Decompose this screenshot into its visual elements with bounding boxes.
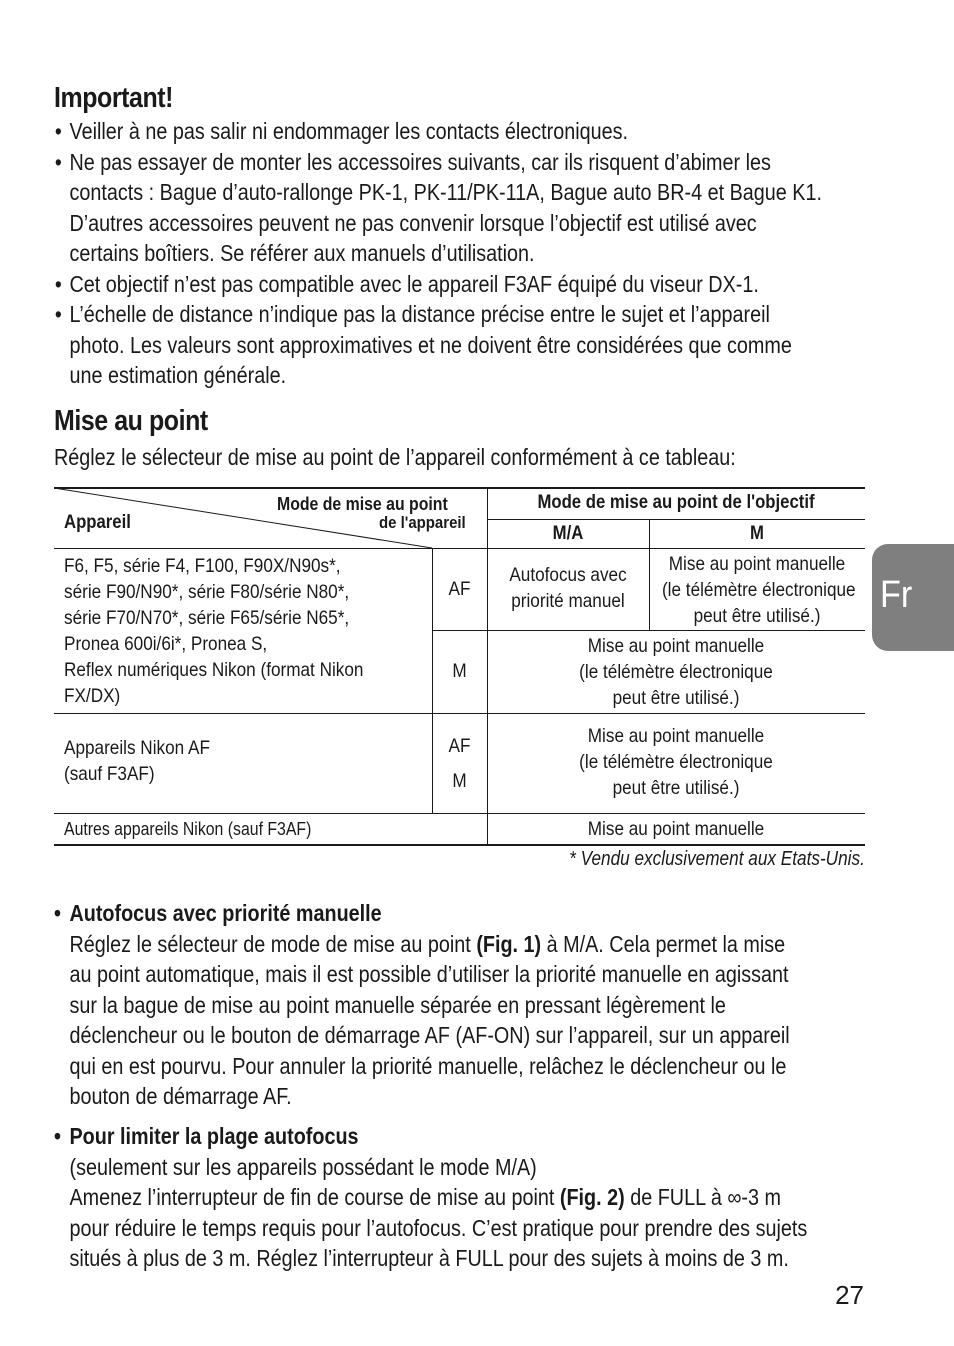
col-m-header: M [750, 523, 764, 544]
row2-mode-af: AF [448, 735, 471, 757]
corner-top-label-2: de l'appareil [379, 513, 466, 532]
important-heading: Important! [54, 82, 174, 114]
lens-mode-header: Mode de mise au point de l'objectif [537, 492, 815, 513]
af-limit-body: (seulement sur les appareils possédant le mode M/A) Amenez l’interrupteur de fin de course de mise au point (Fig. 2) de FULL à ∞-3 m pour réduire le temps requis pour l’autofocus. C’est pratique pour prendre des sujets situés à plus de 3 m. Réglez l’interrupteur à FULL pour des sujets à moins de 3 m. [69, 1153, 808, 1271]
focus-mode-table [54, 487, 865, 845]
focus-intro: Réglez le sélecteur de mise au point de l’appareil conformément à ce tableau: [54, 444, 736, 470]
corner-left-label: Appareil [64, 512, 131, 533]
col-ma-header: M/A [552, 523, 584, 544]
corner-top-label: Mode de mise au point [277, 494, 448, 514]
row1-af-m-value: Mise au point manuelle (le télémètre électronique peut être utilisé.) [661, 553, 856, 627]
language-tab-label: Fr [880, 574, 913, 616]
row1-camera: F6, F5, série F4, F100, F90X/N90s*, série F90/N90*, série F80/série N80*, série F70/N70*, série F65/série N65*, Pronea 600i/6i*, Pronea S, Reflex numériques Nikon (format Nikon FX/DX) [64, 555, 364, 707]
bullet-item: • Veiller à ne pas salir ni endommager les contacts électroniques. [54, 118, 629, 144]
bullet-item: • Cet objectif n’est pas compatible avec le appareil F3AF équipé du viseur DX-1. [54, 270, 759, 297]
row1-mode-af: AF [448, 578, 471, 600]
row3-camera: Autres appareils Nikon (sauf F3AF) [64, 819, 312, 839]
row1-m-value: Mise au point manuelle (le télémètre électronique peut être utilisé.) [579, 635, 773, 709]
af-priority-section [54, 898, 871, 1112]
row2-camera: Appareils Nikon AF (sauf F3AF) [64, 737, 210, 785]
bullet-item: • Ne pas essayer de monter les accessoires suivants, car ils risquent d’abimer les contacts : Bague d’auto-rallonge PK-1, PK-11/PK-11A, Bague auto BR-4 et Bague K1. D’autres accessoires peuvent ne pas convenir lorsque l’objectif est utilisé avec certains boîtiers. Se référer aux manuels d’utilisation. [54, 148, 822, 266]
table-footnote: * Vendu exclusivement aux Etats-Unis. [569, 848, 865, 870]
row2-mode-m: M [452, 770, 467, 792]
row2-value: Mise au point manuelle (le télémètre électronique peut être utilisé.) [579, 725, 773, 799]
row3-value: Mise au point manuelle [587, 818, 765, 840]
row1-mode-m: M [452, 660, 467, 682]
page-number: 27 [835, 1280, 864, 1310]
af-limit-heading: • Pour limiter la plage autofocus [54, 1123, 359, 1149]
row1-af-ma-value: Autofocus avec priorité manuel [509, 564, 627, 612]
bullet-item: • L’échelle de distance n’indique pas la distance précise entre le sujet et l’appareil photo. Les valeurs sont approximatives et ne doivent être considérées que comme une estimation générale. [54, 301, 792, 388]
language-tab [872, 544, 954, 651]
af-limit-section [54, 1121, 871, 1274]
important-list [54, 116, 862, 391]
af-priority-body: Réglez le sélecteur de mode de mise au point (Fig. 1) à M/A. Cela permet la mise au point automatique, mais il est possible d’utiliser la priorité manuelle en agissant sur la bague de mise au point manuelle séparée en pressant légèrement le déclencheur ou le bouton de démarrage AF (AF-ON) sur l’appareil, sur un appareil qui en est pourvu. Pour annuler la priorité manuelle, relâchez le déclencheur ou le bouton de démarrage AF. [69, 930, 790, 1109]
af-priority-heading: • Autofocus avec priorité manuelle [54, 900, 382, 926]
focus-heading: Mise au point [54, 405, 208, 437]
